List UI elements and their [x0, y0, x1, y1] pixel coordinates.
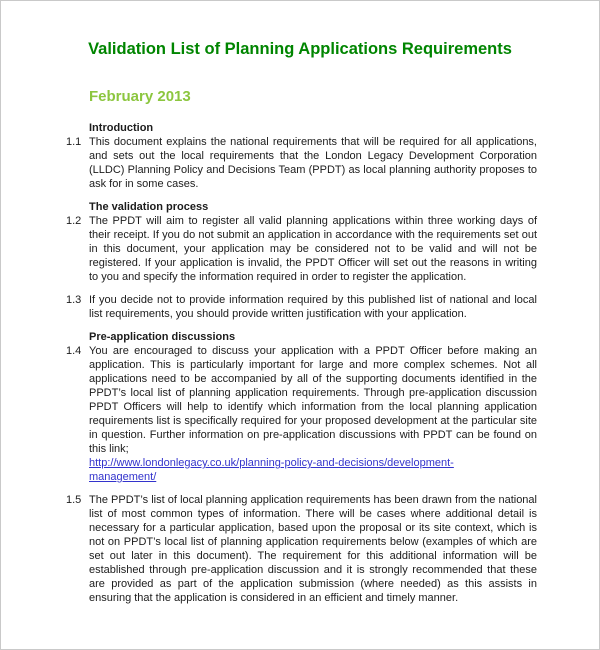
paragraph-text-body: You are encouraged to discuss your application with a PPDT Officer before making an application. This is particularly important for large and more complex schemes. Not all applications need to be accompanied by all of the supporting documents identified in the PPDT’s local list of planning application requirements. Through pre-application discussion PPDT Officers will help to identify which information from the local planning application requirements list is specifically required for your proposed development at the particular site in question. Further information on pre-application discussions with PPDT can be found on this link; [89, 345, 537, 455]
section-local-list [66, 493, 537, 605]
paragraph-number: 1.3 [66, 294, 82, 306]
section-heading: Pre-application discussions [89, 331, 236, 343]
section-heading: The validation process [89, 201, 209, 213]
document-title: Validation List of Planning Applications Requirements [88, 40, 512, 58]
paragraph-number: 1.5 [66, 494, 82, 506]
paragraph-1-4 [66, 344, 537, 484]
section-justification [66, 293, 537, 321]
paragraph-1-1 [66, 135, 537, 191]
paragraph-text [89, 344, 537, 484]
section-introduction [66, 121, 537, 191]
paragraph-number: 1.4 [66, 345, 82, 357]
document-body [66, 121, 537, 605]
paragraph-text: The PPDT’s list of local planning application requirements has been drawn from the national list of most common types of information. There will be cases where additional detail is necessary for a particular application, based upon the proposal or its site context, which is not on PPDT’s local list of planning application requirements below (examples of which are set out later in this document). The requirement for this additional information will be established through pre-application discussion and it is strongly recommended that these are provided as part of the application submission (where needed) as this assists in ensuring that the application is considered in an efficient and timely manner. [89, 494, 537, 604]
paragraph-text: The PPDT will aim to register all valid planning applications within three working days of their receipt. If you do not submit an application in accordance with the requirements set out in this document, your application may be considered not to be valid and will not be registered. If your application is invalid, the PPDT Officer will set out the reasons in writing to you and specify the information required in order to register the application. [89, 215, 537, 283]
paragraph-1-2 [66, 214, 537, 284]
paragraph-number: 1.1 [66, 136, 82, 148]
paragraph-text: If you decide not to provide information required by this published list of national and local list requirements, you should provide written justification with your application. [89, 294, 537, 320]
section-validation-process [66, 200, 537, 284]
section-pre-application-discussions [66, 330, 537, 484]
section-heading: Introduction [89, 122, 154, 134]
paragraph-number: 1.2 [66, 215, 82, 227]
document-date: February 2013 [89, 88, 191, 105]
paragraph-text: This document explains the national requirements that will be required for all applications, and sets out the local requirements that the London Legacy Development Corporation (LLDC) Planning Policy and Decisions Team (PPDT) as local planning authority proposes to ask for in some cases. [89, 136, 537, 190]
development-management-link[interactable]: http://www.londonlegacy.co.uk/planning-policy-and-decisions/development-management/ [89, 457, 454, 483]
paragraph-1-3 [66, 293, 537, 321]
paragraph-1-5 [66, 493, 537, 605]
